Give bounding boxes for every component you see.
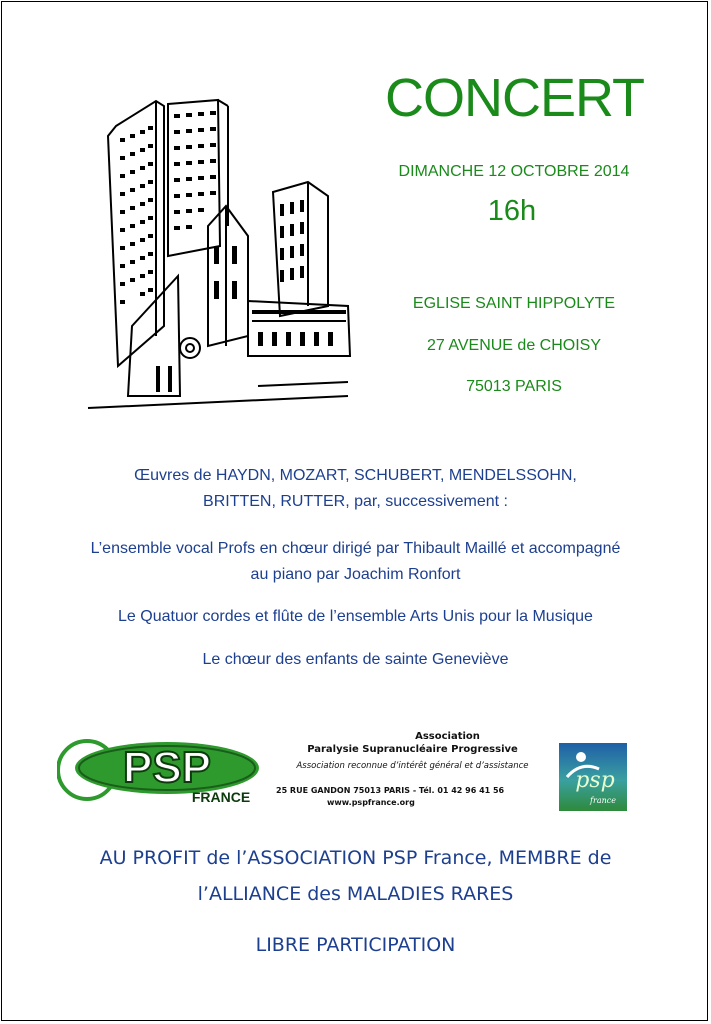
program-works-line1: Œuvres de HAYDN, MOZART, SCHUBERT, MENDELSSOHN, — [134, 467, 577, 484]
psp-france-logo — [57, 734, 265, 806]
psp-logo-subtext: FRANCE — [191, 789, 251, 805]
benefit-line2: l’ALLIANCE des MALADIES RARES — [197, 883, 514, 905]
concert-time: 16h — [487, 195, 537, 227]
association-label: Association — [415, 731, 480, 742]
venue-street: 27 AVENUE de CHOISY — [427, 337, 601, 354]
free-participation: LIBRE PARTICIPATION — [255, 934, 456, 956]
program-ensemble-profs-line1: L’ensemble vocal Profs en chœur dirigé par Thibault Maillé et accompagné — [90, 540, 621, 557]
church-skyline-illustration — [68, 96, 358, 412]
program-works — [42, 463, 669, 515]
association-name: Paralysie Supranucléaire Progressive — [307, 744, 518, 755]
poster-page — [1, 1, 708, 1021]
program-ensemble-profs — [42, 536, 669, 588]
concert-title: CONCERT — [384, 68, 645, 128]
program-children-choir: Le chœur des enfants de sainte Geneviève — [202, 651, 509, 668]
psp-small-logo-subtext: france — [590, 796, 616, 805]
association-tagline: Association reconnue d’intérêt général et d’assistance — [296, 761, 529, 771]
program-ensemble-profs-line2: au piano par Joachim Ronfort — [250, 566, 461, 583]
venue-city: 75013 PARIS — [466, 378, 562, 395]
psp-logo-text: PSP — [122, 743, 212, 792]
program-works-line2: BRITTEN, RUTTER, par, successivement : — [203, 493, 508, 510]
psp-small-logo-text: psp — [575, 768, 615, 793]
venue-name: EGLISE SAINT HIPPOLYTE — [412, 295, 616, 312]
association-website: www.pspfrance.org — [327, 798, 415, 807]
association-address: 25 RUE GANDON 75013 PARIS - Tél. 01 42 96 41 56 — [276, 786, 505, 795]
program-quatuor: Le Quatuor cordes et flûte de l’ensemble Arts Unis pour la Musique — [118, 608, 593, 625]
association-info — [270, 730, 555, 809]
concert-date: DIMANCHE 12 OCTOBRE 2014 — [398, 163, 630, 180]
benefit-line1: AU PROFIT de l’ASSOCIATION PSP France, MEMBRE de — [99, 847, 612, 869]
psp-france-logo-small — [559, 743, 627, 811]
